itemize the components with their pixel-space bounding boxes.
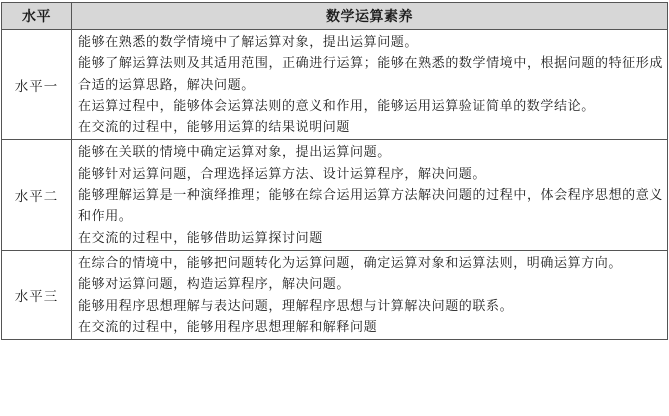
description-line: 在综合的情境中，能够把问题转化为运算问题，确定运算对象和运算法则，明确运算方向。: [78, 255, 623, 271]
level-label: 水平二: [2, 140, 72, 250]
table-row-level-3: [2, 250, 668, 339]
level-description: [72, 140, 668, 250]
description-line: 能够针对运算问题，合理选择运算方法、设计运算程序，解决问题。: [78, 166, 487, 182]
header-content: 数学运算素养: [72, 3, 668, 30]
description-line: 能够了解运算法则及其适用范围，正确进行运算；能够在熟悉的数学情境中，根据问题的特征形成合适的运算思路，解决问题。: [78, 56, 663, 93]
description-line: 能够用程序思想理解与表达问题，理解程序思想与计算解决问题的联系。: [78, 298, 514, 314]
literacy-levels-table-wrapper: [1, 2, 667, 410]
table-row-level-2: [2, 140, 668, 250]
math-operation-literacy-table: [1, 2, 668, 340]
description-line: 在交流的过程中，能够用程序思想理解和解释问题: [78, 319, 378, 335]
level-label: 水平三: [2, 250, 72, 339]
level-description: [72, 30, 668, 140]
description-line: 在交流的过程中，能够用运算的结果说明问题: [78, 120, 351, 136]
description-line: 在交流的过程中，能够借助运算探讨问题: [78, 230, 323, 246]
level-label: 水平一: [2, 30, 72, 140]
level-description: [72, 250, 668, 339]
description-line: 能够理解运算是一种演绎推理；能够在综合运用运算方法解决问题的过程中，体会程序思想的意义和作用。: [78, 188, 663, 225]
description-line: 能够在熟悉的数学情境中了解运算对象，提出运算问题。: [78, 35, 419, 50]
description-line: 能够在关联的情境中确定运算对象，提出运算问题。: [78, 145, 391, 161]
table-row-level-1: [2, 30, 668, 140]
header-level: 水平: [2, 3, 72, 30]
description-line: 在运算过程中，能够体会运算法则的意义和作用，能够运用运算验证简单的数学结论。: [78, 98, 595, 114]
description-line: 能够对运算问题，构造运算程序，解决问题。: [78, 277, 351, 293]
table-header-row: [2, 3, 668, 30]
